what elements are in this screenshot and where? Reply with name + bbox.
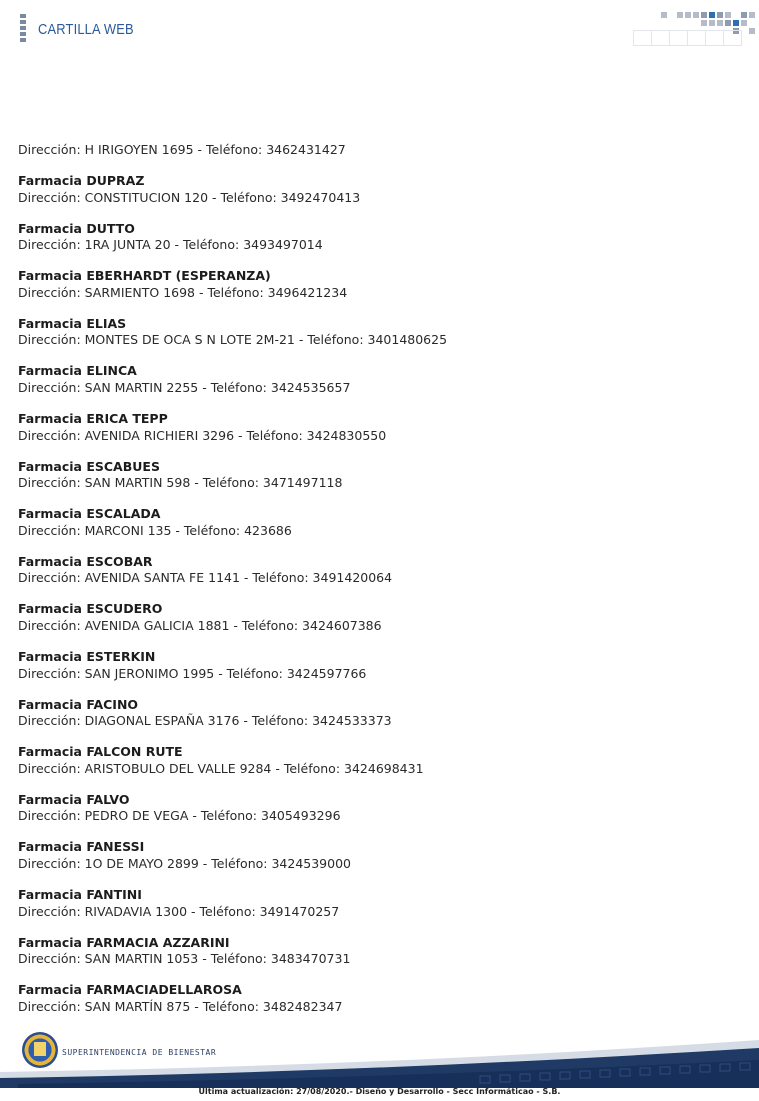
footer-wave-band bbox=[0, 1038, 759, 1088]
pharmacy-address: Dirección: PEDRO DE VEGA - Teléfono: 3405493296 bbox=[18, 808, 341, 824]
pharmacy-address: Dirección: SAN MARTIN 1053 - Teléfono: 3483470731 bbox=[18, 951, 351, 967]
list-item bbox=[18, 792, 718, 825]
pharmacy-name: Farmacia FACINO bbox=[18, 696, 139, 712]
decorative-squares-icon bbox=[633, 12, 757, 46]
pharmacy-name: Farmacia ELIAS bbox=[18, 315, 127, 331]
list-item bbox=[18, 268, 718, 301]
list-item bbox=[18, 411, 718, 444]
pharmacy-address: Dirección: AVENIDA RICHIERI 3296 - Teléfono: 3424830550 bbox=[18, 427, 387, 443]
pharmacy-name: Farmacia ESCALADA bbox=[18, 506, 161, 522]
pharmacy-address: Dirección: 1O DE MAYO 2899 - Teléfono: 3424539000 bbox=[18, 855, 351, 871]
pharmacy-address: Dirección: DIAGONAL ESPAÑA 3176 - Teléfono: 3424533373 bbox=[18, 713, 392, 729]
pharmacy-name: Farmacia FARMACIA AZZARINI bbox=[18, 934, 230, 950]
list-item bbox=[18, 982, 718, 1015]
list-item bbox=[18, 935, 718, 968]
pharmacy-address: Dirección: SARMIENTO 1698 - Teléfono: 3496421234 bbox=[18, 284, 348, 300]
pharmacy-name: Farmacia DUTTO bbox=[18, 220, 135, 236]
pharmacy-address: Dirección: SAN JERONIMO 1995 - Teléfono: 3424597766 bbox=[18, 665, 367, 681]
list-item bbox=[18, 697, 718, 730]
pharmacy-name: Farmacia ESCUDERO bbox=[18, 601, 163, 617]
list-item bbox=[18, 506, 718, 539]
pharmacy-address: Dirección: SAN MARTIN 598 - Teléfono: 3471497118 bbox=[18, 475, 343, 491]
pharmacy-address: Dirección: SAN MARTÍN 875 - Teléfono: 3482482347 bbox=[18, 998, 343, 1014]
pharmacy-address: Dirección: RIVADAVIA 1300 - Teléfono: 3491470257 bbox=[18, 903, 340, 919]
pharmacy-name: Farmacia FARMACIADELLAROSA bbox=[18, 982, 242, 998]
pharmacy-name: Farmacia EBERHARDT (ESPERANZA) bbox=[18, 268, 271, 284]
pharmacy-address: Dirección: AVENIDA GALICIA 1881 - Teléfono: 3424607386 bbox=[18, 617, 382, 633]
page-footer bbox=[0, 1028, 759, 1101]
page-header bbox=[0, 0, 759, 60]
page-title: CARTILLA WEB bbox=[38, 21, 134, 38]
pharmacy-address: Dirección: AVENIDA SANTA FE 1141 - Teléfono: 3491420064 bbox=[18, 570, 393, 586]
pharmacy-address: Dirección: H IRIGOYEN 1695 - Teléfono: 3462431427 bbox=[18, 142, 346, 157]
pharmacy-address: Dirección: MONTES DE OCA S N LOTE 2M-21 - Teléfono: 3401480625 bbox=[18, 332, 448, 348]
pharmacy-name: Farmacia ESCABUES bbox=[18, 458, 160, 474]
pharmacy-address: Dirección: 1RA JUNTA 20 - Teléfono: 3493497014 bbox=[18, 237, 323, 253]
pharmacy-name: Farmacia FANESSI bbox=[18, 839, 145, 855]
pharmacy-name: Farmacia ESCOBAR bbox=[18, 553, 153, 569]
list-item bbox=[18, 363, 718, 396]
last-updated-note: Última actualización: 27/08/2020.- Diseño y Desarrollo - Secc Informáticao - S.B. bbox=[198, 1087, 561, 1096]
list-item bbox=[18, 839, 718, 872]
pharmacy-address: Dirección: ARISTOBULO DEL VALLE 9284 - Teléfono: 3424698431 bbox=[18, 760, 424, 776]
list-item bbox=[18, 887, 718, 920]
list-item bbox=[18, 221, 718, 254]
pharmacy-name: Farmacia DUPRAZ bbox=[18, 173, 145, 189]
list-item bbox=[18, 316, 718, 349]
list-item bbox=[18, 601, 718, 634]
pharmacy-address: Dirección: SAN MARTIN 2255 - Teléfono: 3424535657 bbox=[18, 379, 351, 395]
pharmacy-name: Farmacia ELINCA bbox=[18, 363, 137, 379]
list-item bbox=[18, 744, 718, 777]
pharmacy-name: Farmacia ERICA TEPP bbox=[18, 411, 168, 427]
list-item bbox=[18, 554, 718, 587]
pharmacy-name: Farmacia ESTERKIN bbox=[18, 649, 156, 665]
list-item bbox=[18, 142, 718, 159]
list-item bbox=[18, 459, 718, 492]
pharmacy-address: Dirección: CONSTITUCION 120 - Teléfono: 3492470413 bbox=[18, 189, 361, 205]
institution-seal-icon bbox=[22, 1032, 58, 1068]
pharmacy-name: Farmacia FALCON RUTE bbox=[18, 744, 183, 760]
pharmacy-name: Farmacia FANTINI bbox=[18, 887, 142, 902]
list-item bbox=[18, 173, 718, 206]
pharmacy-name: Farmacia FALVO bbox=[18, 791, 130, 807]
pharmacy-address: Dirección: MARCONI 135 - Teléfono: 423686 bbox=[18, 522, 292, 538]
pharmacy-list bbox=[18, 142, 718, 1030]
brand-bar-icon bbox=[20, 14, 26, 46]
organization-name: SUPERINTENDENCIA DE BIENESTAR bbox=[62, 1048, 217, 1057]
list-item bbox=[18, 649, 718, 682]
